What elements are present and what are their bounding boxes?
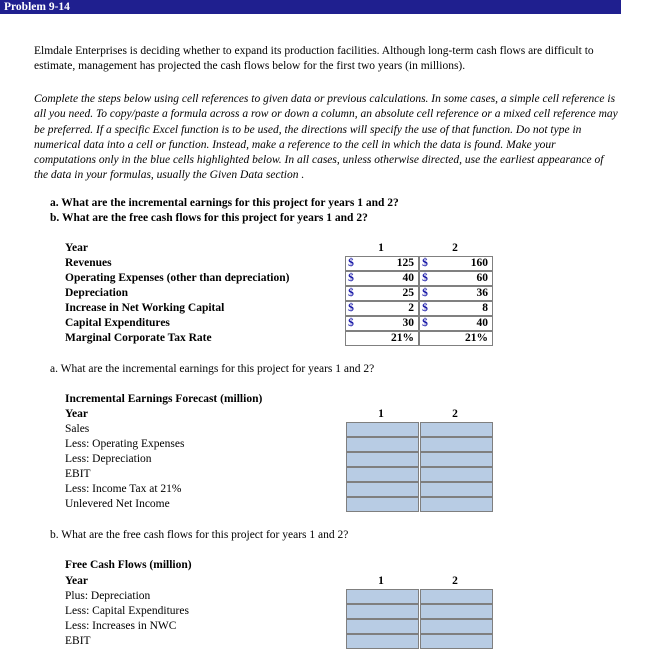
earnings-input-cell[interactable] xyxy=(346,422,419,437)
section-b-question: b. What are the free cash flows for this project for years 1 and 2? xyxy=(50,529,349,541)
earnings-input-cell[interactable] xyxy=(346,467,419,482)
question-a: a. What are the incremental earnings for this project for years 1 and 2? xyxy=(50,197,399,209)
given-year-label: Year xyxy=(65,242,88,254)
question-b: b. What are the free cash flows for this project for years 1 and 2? xyxy=(50,212,368,224)
given-value-y2: 40 xyxy=(419,316,493,331)
given-value-y2: 60 xyxy=(419,271,493,286)
earnings-row-label: Less: Income Tax at 21% xyxy=(65,483,182,495)
currency-symbol: $ xyxy=(348,302,354,314)
fcf-input-cell[interactable] xyxy=(420,619,493,634)
earnings-input-cell[interactable] xyxy=(420,467,493,482)
currency-symbol: $ xyxy=(348,287,354,299)
fcf-input-cell[interactable] xyxy=(346,634,419,649)
earnings-input-cell[interactable] xyxy=(420,437,493,452)
earnings-input-cell[interactable] xyxy=(420,452,493,467)
given-row-label: Revenues xyxy=(65,257,112,269)
currency-symbol: $ xyxy=(422,257,428,269)
fcf-year-2: 2 xyxy=(452,575,458,587)
fcf-input-cell[interactable] xyxy=(346,619,419,634)
earnings-year-1: 1 xyxy=(378,408,384,420)
fcf-input-cell[interactable] xyxy=(420,604,493,619)
currency-symbol: $ xyxy=(422,287,428,299)
fcf-year-1: 1 xyxy=(378,575,384,587)
given-value-y1: 40 xyxy=(345,271,419,286)
given-row-label: Capital Expenditures xyxy=(65,317,170,329)
given-value-y1: 2 xyxy=(345,301,419,316)
earnings-row-label: Unlevered Net Income xyxy=(65,498,170,510)
given-value-y1: 25 xyxy=(345,286,419,301)
currency-symbol: $ xyxy=(422,302,428,314)
fcf-year-label: Year xyxy=(65,575,88,587)
given-value-y1: 21% xyxy=(345,331,419,346)
fcf-input-cell[interactable] xyxy=(346,604,419,619)
earnings-table-title: Incremental Earnings Forecast (million) xyxy=(65,393,263,405)
currency-symbol: $ xyxy=(422,272,428,284)
given-value-y2: 8 xyxy=(419,301,493,316)
given-value-y2: 36 xyxy=(419,286,493,301)
section-a-question: a. What are the incremental earnings for this project for years 1 and 2? xyxy=(50,363,375,375)
fcf-input-cell[interactable] xyxy=(420,589,493,604)
given-row-label: Increase in Net Working Capital xyxy=(65,302,225,314)
earnings-input-cell[interactable] xyxy=(420,482,493,497)
problem-title: Problem 9-14 xyxy=(0,0,621,14)
given-row-label: Marginal Corporate Tax Rate xyxy=(65,332,212,344)
earnings-input-cell[interactable] xyxy=(346,482,419,497)
earnings-input-cell[interactable] xyxy=(346,497,419,512)
fcf-row-label: Less: Capital Expenditures xyxy=(65,605,189,617)
earnings-row-label: Less: Operating Expenses xyxy=(65,438,185,450)
earnings-year-2: 2 xyxy=(452,408,458,420)
currency-symbol: $ xyxy=(422,317,428,329)
earnings-input-cell[interactable] xyxy=(420,497,493,512)
earnings-input-cell[interactable] xyxy=(420,422,493,437)
fcf-table-title: Free Cash Flows (million) xyxy=(65,559,192,571)
given-row-label: Depreciation xyxy=(65,287,129,299)
instructions-paragraph: Complete the steps below using cell references to given data or previous calculations. In some cases, a simple cell reference is all you need. To copy/paste a formula across a row or down a column, an absolute cell reference or a mixed cell reference may be preferred. If a specific Excel function is to be used, the directions will specify the use of that function. Do not type in numerical data into a cell or function. Instead, make a reference to the cell in which the data is found. Make your computations only in the blue cells highlighted below. In all cases, unless otherwise directed, use the earliest appearance of the data in your formulas, usually the Given Data section . xyxy=(34,93,618,182)
earnings-year-label: Year xyxy=(65,408,88,420)
given-row-label: Operating Expenses (other than depreciation) xyxy=(65,272,290,284)
currency-symbol: $ xyxy=(348,317,354,329)
earnings-row-label: Less: Depreciation xyxy=(65,453,152,465)
earnings-row-label: EBIT xyxy=(65,468,91,480)
earnings-input-cell[interactable] xyxy=(346,437,419,452)
fcf-row-label: EBIT xyxy=(65,635,91,647)
given-value-y1: 125 xyxy=(345,256,419,271)
given-value-y1: 30 xyxy=(345,316,419,331)
fcf-row-label: Plus: Depreciation xyxy=(65,590,151,602)
given-value-y2: 21% xyxy=(419,331,493,346)
given-year-2: 2 xyxy=(452,242,458,254)
intro-paragraph: Elmdale Enterprises is deciding whether to expand its production facilities. Although long-term cash flows are difficult to estimate, management has projected the cash flows below for the first two years (in millions). xyxy=(34,45,594,73)
earnings-row-label: Sales xyxy=(65,423,90,435)
fcf-row-label: Less: Increases in NWC xyxy=(65,620,177,632)
given-value-y2: 160 xyxy=(419,256,493,271)
fcf-input-cell[interactable] xyxy=(346,589,419,604)
given-year-1: 1 xyxy=(378,242,384,254)
fcf-input-cell[interactable] xyxy=(420,634,493,649)
currency-symbol: $ xyxy=(348,257,354,269)
currency-symbol: $ xyxy=(348,272,354,284)
earnings-input-cell[interactable] xyxy=(346,452,419,467)
